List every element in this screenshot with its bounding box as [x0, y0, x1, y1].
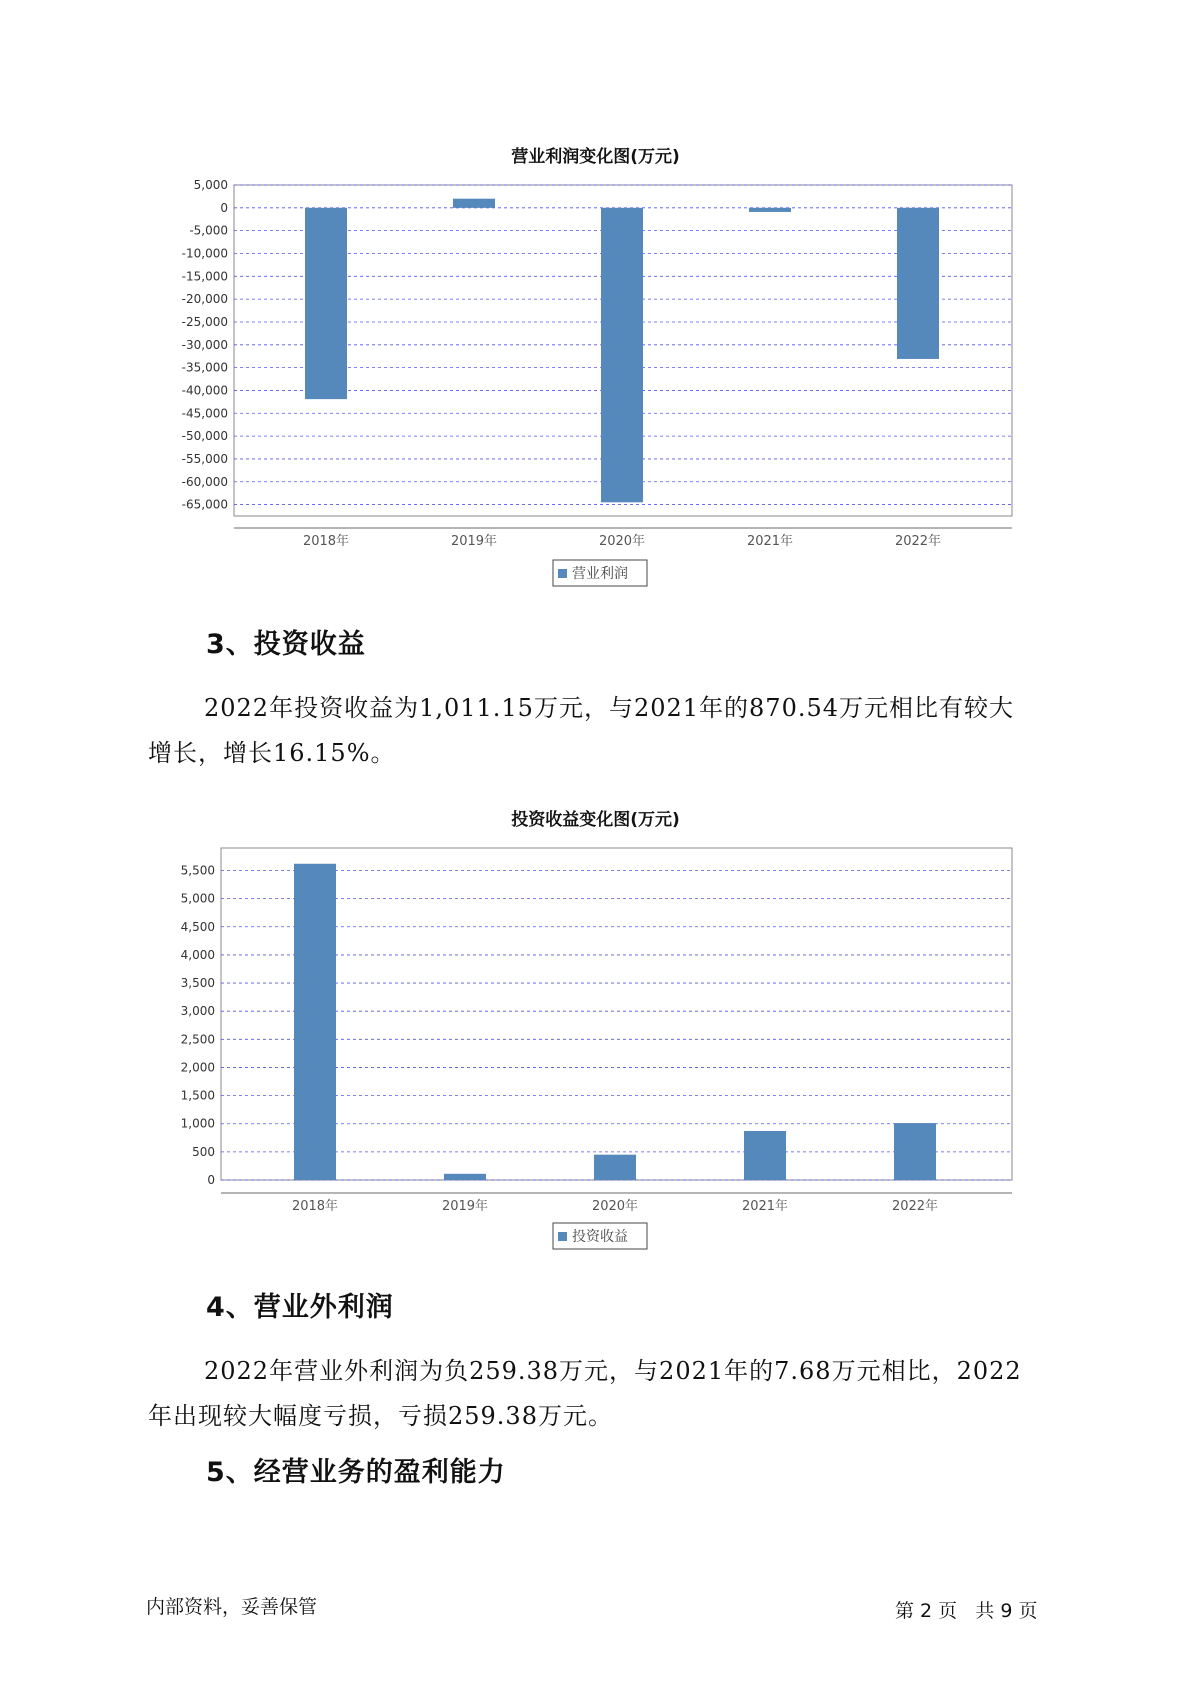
y-tick-label: 3,000: [180, 1004, 215, 1019]
x-tick-label: 2019年: [450, 534, 498, 549]
y-tick-label: -20,000: [181, 292, 228, 307]
section-4-paragraph-line2: 年出现较大幅度亏损，亏损259.38万元。: [148, 1402, 613, 1430]
footer-page-number: 第 2 页 共 9 页: [895, 1600, 1038, 1622]
y-tick-label: -55,000: [181, 451, 228, 466]
y-tick-label: -10,000: [181, 246, 228, 261]
x-tick-label: 2022年: [891, 1199, 939, 1214]
y-tick-label: -15,000: [181, 269, 228, 284]
bar: [749, 208, 791, 212]
y-tick-label: 4,500: [180, 919, 215, 934]
y-tick-label: 2,500: [180, 1032, 215, 1047]
y-tick-label: 1,500: [180, 1088, 215, 1103]
x-tick-label: 2020年: [591, 1199, 639, 1214]
y-tick-label: 3,500: [180, 976, 215, 991]
section-5-heading: 5、经营业务的盈利能力: [206, 1457, 506, 1488]
y-tick-label: -50,000: [181, 429, 228, 444]
footer-confidential-note: 内部资料，妥善保管: [146, 1596, 318, 1618]
plot-area: [221, 848, 1012, 1180]
bar: [894, 1123, 936, 1180]
x-tick-label: 2022年: [894, 534, 942, 549]
x-tick-label: 2020年: [598, 534, 646, 549]
y-tick-label: 1,000: [180, 1116, 215, 1131]
y-tick-label: 0: [207, 1173, 215, 1187]
x-tick-label: 2021年: [746, 534, 794, 549]
bar: [294, 864, 336, 1180]
y-tick-label: -45,000: [181, 406, 228, 421]
chart1-title: 营业利润变化图(万元): [511, 147, 680, 167]
chart2-title: 投资收益变化图(万元): [511, 810, 680, 830]
bar: [305, 208, 347, 399]
x-tick-label: 2019年: [441, 1199, 489, 1214]
y-tick-label: -35,000: [181, 360, 228, 375]
y-tick-label: -30,000: [181, 337, 228, 352]
legend-label: 营业利润: [572, 566, 628, 582]
operating-profit-chart: [0, 160, 1191, 600]
bar: [594, 1155, 636, 1180]
y-tick-label: 0: [220, 200, 228, 215]
section-3-paragraph-line1: 2022年投资收益为1,011.15万元，与2021年的870.54万元相比有较大: [204, 694, 1015, 722]
x-tick-label: 2021年: [741, 1199, 789, 1214]
y-tick-label: 4,000: [180, 947, 215, 962]
investment-income-chart: [0, 830, 1191, 1270]
x-tick-label: 2018年: [302, 534, 350, 549]
legend-label: 投资收益: [572, 1229, 628, 1245]
section-4-paragraph-line1: 2022年营业外利润为负259.38万元，与2021年的7.68万元相比，2022: [204, 1357, 1022, 1385]
y-tick-label: 500: [192, 1144, 215, 1159]
bar: [444, 1174, 486, 1180]
bar: [897, 208, 939, 359]
y-tick-label: 5,000: [180, 891, 215, 906]
y-tick-label: -5,000: [189, 223, 228, 238]
section-3-heading: 3、投资收益: [206, 629, 366, 660]
y-tick-label: 5,000: [193, 178, 228, 192]
x-tick-label: 2018年: [291, 1199, 339, 1214]
bar: [744, 1131, 786, 1180]
y-tick-label: -25,000: [181, 314, 228, 329]
legend-swatch: [558, 1232, 567, 1241]
bar: [601, 208, 643, 502]
bar: [453, 199, 495, 208]
legend-swatch: [558, 569, 567, 578]
y-tick-label: -40,000: [181, 383, 228, 398]
section-4-heading: 4、营业外利润: [206, 1292, 394, 1323]
section-3-paragraph-line2: 增长，增长16.15%。: [148, 739, 396, 767]
y-tick-label: 2,000: [180, 1060, 215, 1075]
y-tick-label: -60,000: [181, 474, 228, 489]
y-tick-label: -65,000: [181, 497, 228, 512]
y-tick-label: 5,500: [180, 863, 215, 878]
